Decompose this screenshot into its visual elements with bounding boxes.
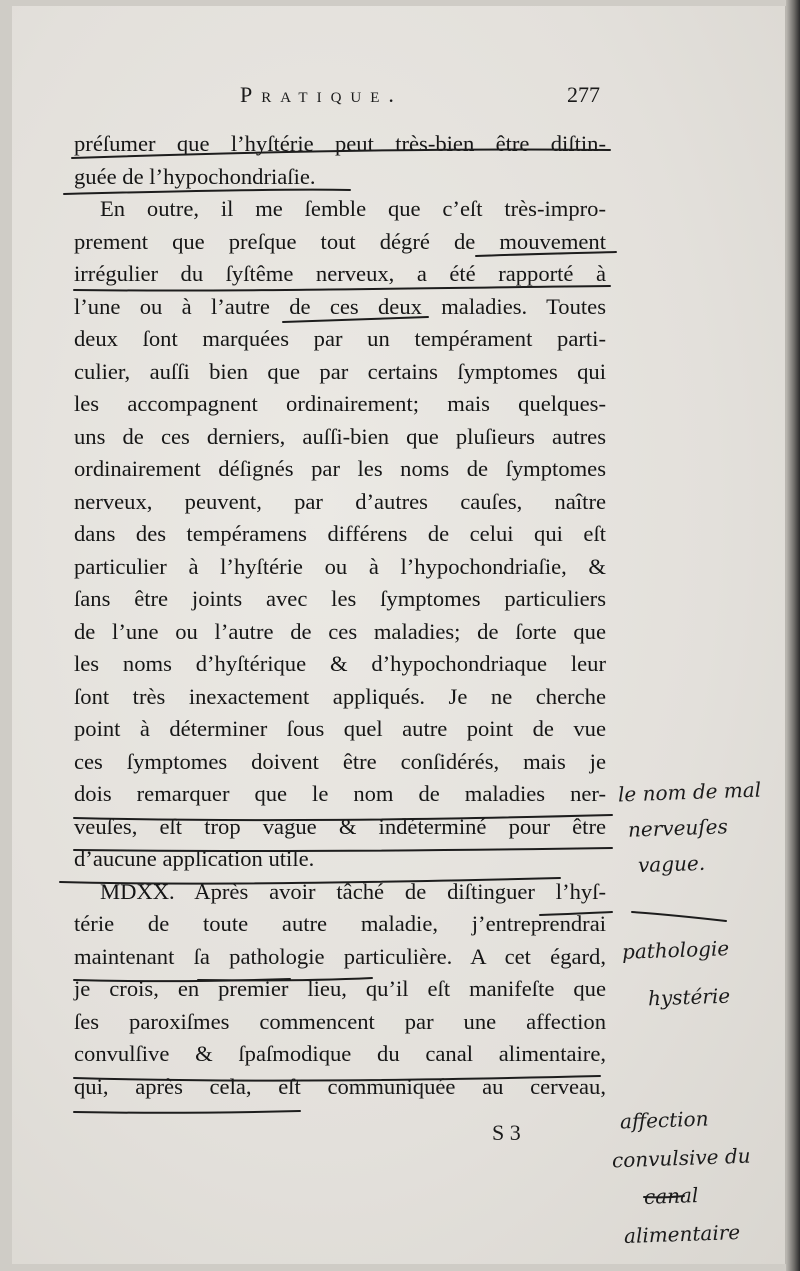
text-line: En outre, il me ſemble que c’eſt très-impro- <box>100 196 606 221</box>
page-header <box>240 82 610 122</box>
text-line: guée de l’hypochondriaſie. <box>74 163 316 189</box>
running-title: Pratique. <box>240 82 403 107</box>
text-line: nerveux, peuvent, par d’autres cauſes, naître <box>74 488 606 514</box>
marginal-note: canal <box>643 1183 699 1209</box>
text-line: préſumer que l’hyſtérie peut très-bien être diſtin- <box>74 131 606 156</box>
text-line: dois remarquer que le nom de maladies ner- <box>74 781 606 806</box>
text-line: uns de ces derniers, auſſi-bien que pluſieurs autres <box>74 423 606 449</box>
text-line: maintenant ſa pathologie particulière. A cet égard, <box>74 943 606 969</box>
text-line: culier, auſſi bien que par certains ſymptomes qui <box>74 358 606 384</box>
page-number: 277 <box>567 82 600 107</box>
marginal-note: le nom de mal <box>617 777 762 807</box>
text-line: de l’une ou l’autre de ces maladies; de ſorte que <box>74 618 606 644</box>
marginal-note: affection <box>619 1106 709 1134</box>
text-line: prement que preſque tout dégré de mouvement <box>74 228 606 254</box>
text-line: veuſes, eſt trop vague & indéterminé pour être <box>74 813 606 839</box>
text-line: les noms d’hyſtérique & d’hypochondriaque leur <box>74 651 606 676</box>
text-line: l’une ou à l’autre de ces deux maladies. Toutes <box>74 293 606 319</box>
marginal-note: alimentaire <box>623 1219 741 1249</box>
text-line: je crois, en premier lieu, qu’il eſt manifeſte que <box>74 976 606 1001</box>
text-line: ſes paroxiſmes commencent par une affection <box>74 1008 606 1034</box>
text-line: convulſive & ſpaſmodique du canal alimentaire, <box>74 1041 606 1066</box>
signature-mark: S 3 <box>492 1120 521 1145</box>
marginal-note: hystérie <box>647 983 731 1011</box>
text-line: irrégulier du ſyſtême nerveux, a été rapporté à <box>74 261 606 286</box>
text-line: ſont très inexactement appliqués. Je ne cherche <box>74 683 606 709</box>
text-line: particulier à l’hyſtérie ou à l’hypochondriaſie, & <box>74 553 606 579</box>
text-line: térie de toute autre maladie, j’entreprendrai <box>74 911 606 936</box>
marginal-note: nerveuſes <box>627 814 729 842</box>
text-line: d’aucune application utile. <box>74 846 315 871</box>
text-line: dans des tempéramens différens de celui qui eſt <box>74 521 606 546</box>
marginal-note: pathologie <box>621 936 730 964</box>
text-line: point à déterminer ſous quel autre point de vue <box>74 716 606 741</box>
text-line: deux ſont marquées par un tempérament parti- <box>74 326 606 351</box>
text-line: les accompagnent ordinairement; mais quelques- <box>74 391 606 416</box>
marginal-note: vague. <box>637 850 706 878</box>
text-line: qui, après cela, eſt communiquée au cerveau, <box>74 1073 606 1099</box>
text-line: MDXX. Après avoir tâché de diſtinguer l’hyſ- <box>100 878 606 904</box>
page-edge <box>786 0 800 1271</box>
text-line: ſans être joints avec les ſymptomes particuliers <box>74 586 606 611</box>
marginal-note: convulsive du <box>611 1143 751 1173</box>
text-line: ordinairement déſignés par les noms de ſymptomes <box>74 456 606 481</box>
body-text <box>74 128 606 1103</box>
text-line: ces ſymptomes doivent être conſidérés, mais je <box>74 748 606 774</box>
